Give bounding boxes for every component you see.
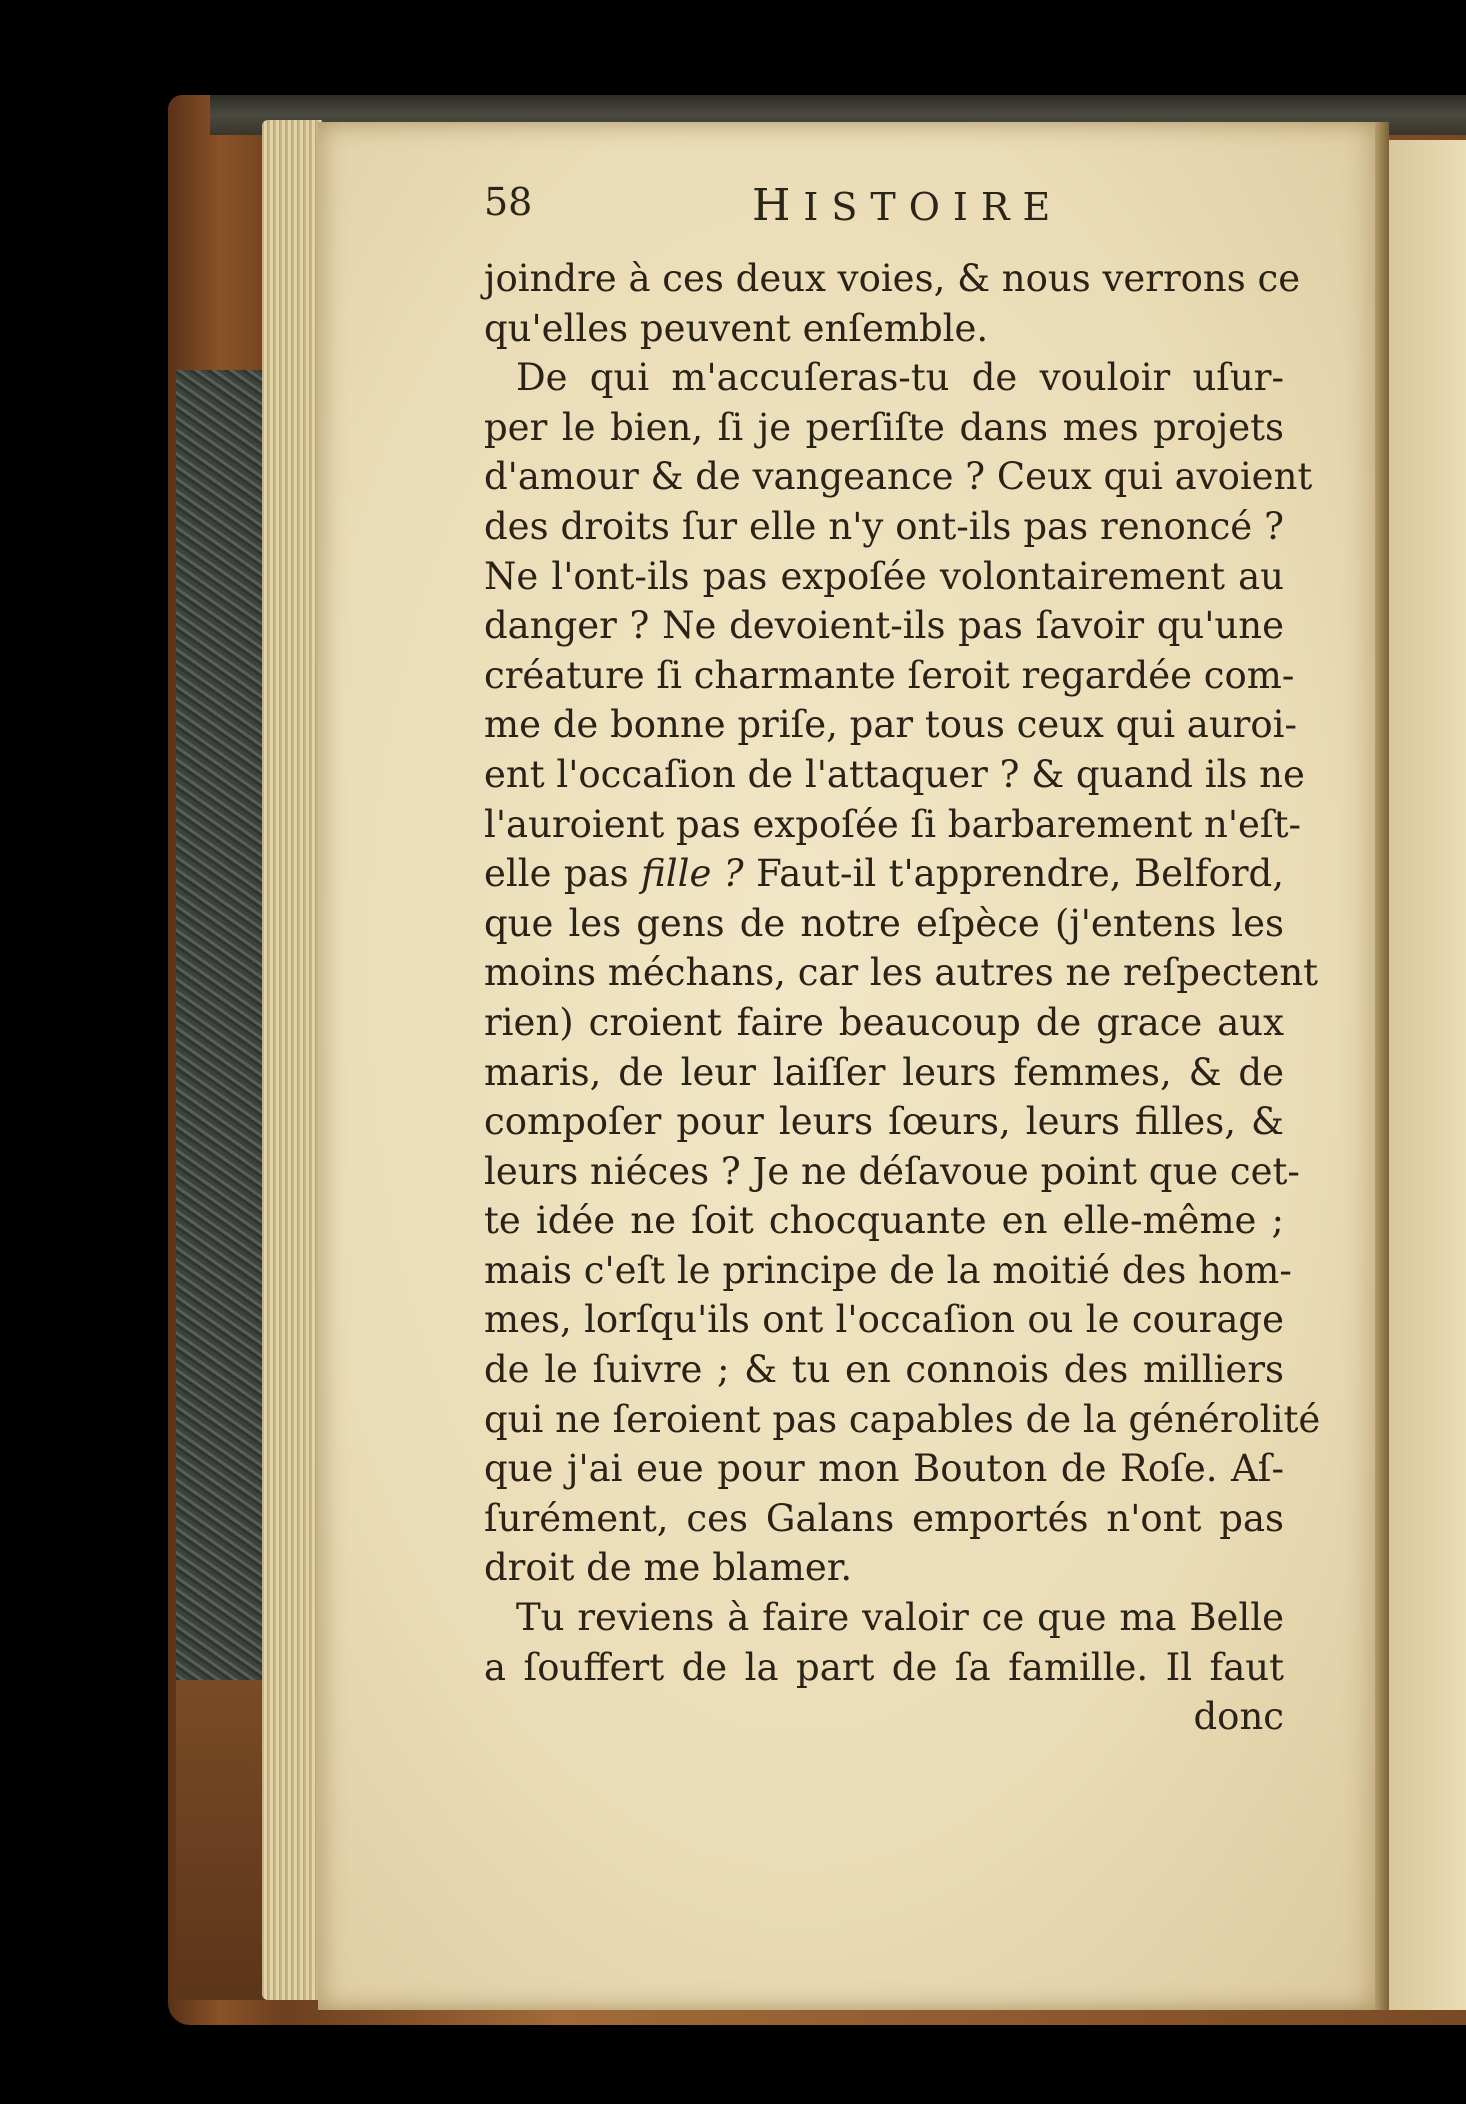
body-text xyxy=(484,254,1321,1742)
text-line: des droits ſur elle n'y ont-ils pas renoncé ? xyxy=(484,504,1284,548)
text-line: per le bien, ſi je perſiſte dans mes projets xyxy=(484,405,1284,449)
text-line: donc xyxy=(1193,1695,1284,1739)
text-line: De qui m'accuſeras-tu de vouloir uſur- xyxy=(516,356,1284,400)
text-line: mes, lorſqu'ils ont l'occaſion ou le courage xyxy=(484,1298,1284,1342)
text-line: créature ſi charmante ſeroit regardée com- xyxy=(484,653,1295,697)
text-line: ent l'occaſion de l'attaquer ? & quand ils ne xyxy=(484,752,1305,796)
italic-word: fille ? xyxy=(641,852,744,896)
text-line: que les gens de notre eſpèce (j'entens les xyxy=(484,901,1284,945)
text-line: qui ne ſeroient pas capables de la générolité xyxy=(484,1397,1321,1441)
text-segment: Faut-il t'apprendre, Belford, xyxy=(743,852,1284,896)
text-line: me de bonne priſe, par tous ceux qui auroi- xyxy=(484,703,1297,747)
right-page-edge xyxy=(1389,140,1466,2010)
text-line: d'amour & de vangeance ? Ceux qui avoient xyxy=(484,455,1313,499)
gutter xyxy=(1375,122,1389,2010)
text-line: mais c'eſt le principe de la moitié des hom- xyxy=(484,1248,1292,1292)
page-header xyxy=(484,180,1466,240)
text-line: leurs niéces ? Je ne déſavoue point que cet- xyxy=(484,1149,1300,1193)
text-line: joindre à ces deux voies, & nous verrons ce xyxy=(484,257,1301,300)
marbled-board xyxy=(176,370,262,1680)
text-line: compoſer pour leurs ſœurs, leurs filles, & xyxy=(484,1100,1284,1144)
text-line: qu'elles peuvent enſemble. xyxy=(484,306,989,350)
text-line: danger ? Ne devoient-ils pas ſavoir qu'une xyxy=(484,604,1284,648)
text-line: droit de me blamer. xyxy=(484,1546,853,1590)
text-line: Ne l'ont-ils pas expoſée volontairement au xyxy=(484,554,1284,598)
text-segment: elle pas xyxy=(484,852,642,896)
text-line: que j'ai eue pour mon Bouton de Roſe. Aſ- xyxy=(484,1447,1284,1491)
text-line: te idée ne ſoit chocquante en elle-même ; xyxy=(484,1199,1284,1243)
text-line: ſurément, ces Galans emportés n'ont pas xyxy=(484,1496,1284,1540)
text-line: a ſouffert de la part de ſa famille. Il faut xyxy=(484,1645,1284,1689)
text-line: l'auroient pas expoſée ſi barbarement n'eſt- xyxy=(484,802,1301,846)
text-line xyxy=(484,849,1284,899)
text-line: moins méchans, car les autres ne reſpectent xyxy=(484,951,1319,995)
page-edges xyxy=(262,120,322,2000)
text-line: rien) croient faire beaucoup de grace aux xyxy=(484,1000,1284,1044)
text-line: maris, de leur laiſſer leurs femmes, & de xyxy=(484,1050,1284,1094)
running-head: HISTOIRE xyxy=(752,180,1064,231)
leather-corner xyxy=(176,1680,266,2000)
text-line: Tu reviens à faire valoir ce que ma Belle xyxy=(516,1596,1284,1640)
text-line: de le ſuivre ; & tu en connois des milliers xyxy=(484,1348,1284,1392)
page-number: 58 xyxy=(484,180,533,224)
